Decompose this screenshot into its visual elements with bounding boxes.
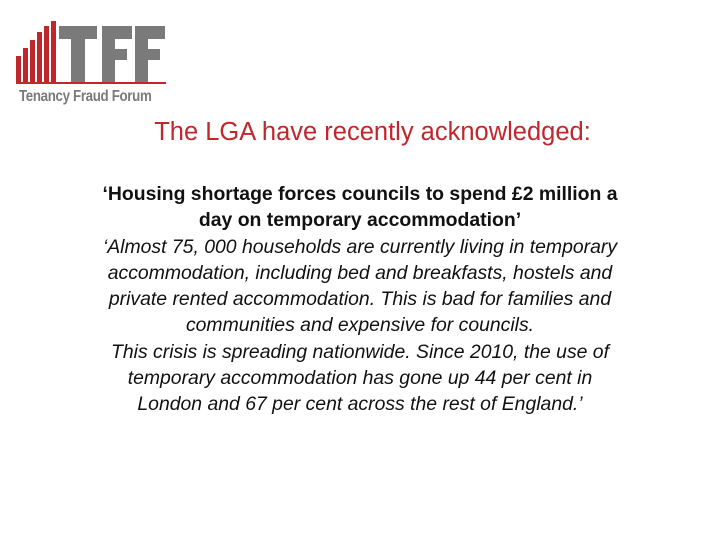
paragraph-quote-line: temporary accommodation has gone up 44 per cent in bbox=[127, 367, 593, 390]
tff-logo bbox=[16, 18, 176, 108]
tff-logo-mark bbox=[16, 18, 166, 84]
logo-subtitle: Tenancy Fraud Forum bbox=[19, 88, 152, 105]
slide-title: The LGA have recently acknowledged: bbox=[154, 118, 591, 146]
paragraph-quote-line: communities and expensive for councils. bbox=[185, 314, 535, 337]
quote-block bbox=[10, 181, 710, 418]
paragraph-quote-line: private rented accommodation. This is bad for families and bbox=[108, 288, 612, 311]
paragraph-quote-line: London and 67 per cent across the rest of England.’ bbox=[137, 393, 583, 416]
paragraph-quote-line: accommodation, including bed and breakfasts, hostels and bbox=[107, 261, 613, 284]
headline-quote-line: ‘Housing shortage forces councils to spend £2 million a bbox=[102, 183, 618, 205]
paragraph-quote-line: ‘Almost 75, 000 households are currently living in temporary bbox=[102, 235, 618, 258]
paragraph-quote-line: This crisis is spreading nationwide. Since 2010, the use of bbox=[111, 340, 609, 363]
headline-quote-line: day on temporary accommodation’ bbox=[198, 209, 522, 232]
